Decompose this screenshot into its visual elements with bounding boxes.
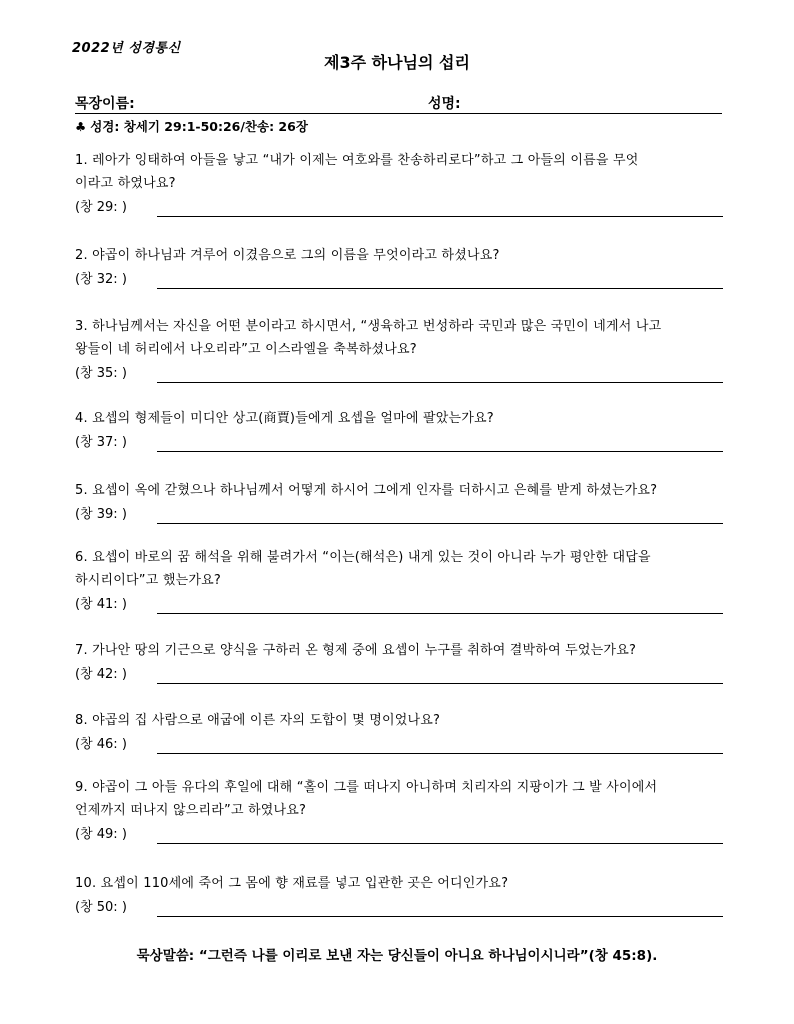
page-title: 제3주 하나님의 섭리	[324, 53, 470, 72]
answer-row	[75, 822, 723, 844]
chapter-reference: (창 39: )	[75, 507, 127, 522]
answer-line[interactable]	[157, 200, 723, 217]
chapter-reference: (창 37: )	[75, 435, 127, 450]
answer-row	[75, 430, 723, 452]
question-text	[75, 479, 723, 502]
club-suit-icon: ♣	[75, 119, 87, 134]
question-text	[75, 639, 723, 662]
question-number: 7.	[75, 643, 88, 658]
question-text	[75, 709, 723, 732]
question-text	[75, 244, 723, 267]
question-text	[75, 315, 723, 361]
answer-line[interactable]	[157, 827, 723, 844]
name-row	[75, 93, 722, 114]
scripture-reading	[75, 117, 308, 135]
question-line: 야곱이 하나님과 겨루어 이겼음으로 그의 이름을 무엇이라고 하셨나요?	[92, 248, 500, 263]
question-6	[75, 546, 723, 614]
answer-row	[75, 195, 723, 217]
answer-row	[75, 662, 723, 684]
answer-row	[75, 502, 723, 524]
question-line: 하나님께서는 자신을 어떤 분이라고 하시면서, “생육하고 번성하라 국민과 많은 국민이 네게서 나고	[92, 319, 662, 334]
answer-line[interactable]	[157, 737, 723, 754]
question-text	[75, 407, 723, 430]
answer-line[interactable]	[157, 597, 723, 614]
student-name-label: 성명:	[428, 96, 461, 112]
answer-row	[75, 732, 723, 754]
question-line: 요셉이 110세에 죽어 그 몸에 향 재료를 넣고 입관한 곳은 어디인가요?	[100, 876, 509, 891]
question-number: 8.	[75, 713, 88, 728]
question-7	[75, 639, 723, 684]
question-line: 요셉의 형제들이 미디안 상고(商賈)들에게 요셉을 얼마에 팔았는가요?	[92, 411, 494, 426]
question-1	[75, 149, 723, 217]
question-number: 6.	[75, 550, 88, 565]
question-line: 야곱이 그 아들 유다의 후일에 대해 “홀이 그를 떠나지 아니하며 치리자의 지팡이가 그 발 사이에서	[92, 780, 658, 795]
question-line: 하시리이다”고 했는가요?	[75, 573, 221, 588]
question-9	[75, 776, 723, 844]
answer-row	[75, 895, 723, 917]
question-number: 3.	[75, 319, 88, 334]
answer-line[interactable]	[157, 900, 723, 917]
question-text	[75, 776, 723, 822]
chapter-reference: (창 32: )	[75, 272, 127, 287]
answer-line[interactable]	[157, 507, 723, 524]
chapter-reference: (창 29: )	[75, 200, 127, 215]
question-number: 10.	[75, 876, 97, 891]
question-text	[75, 149, 723, 195]
question-line: 요셉이 옥에 갇혔으나 하나님께서 어떻게 하시어 그에게 인자를 더하시고 은혜를 받게 하셨는가요?	[92, 483, 658, 498]
question-4	[75, 407, 723, 452]
question-text	[75, 872, 723, 895]
leader-name-label: 목장이름:	[75, 96, 135, 112]
question-5	[75, 479, 723, 524]
chapter-reference: (창 50: )	[75, 900, 127, 915]
question-line: 가나안 땅의 기근으로 양식을 구하러 온 형제 중에 요셉이 누구를 취하여 결박하여 두었는가요?	[92, 643, 637, 658]
question-number: 1.	[75, 153, 88, 168]
question-3	[75, 315, 723, 383]
question-line: 언제까지 떠나지 않으리라”고 하였나요?	[75, 803, 307, 818]
answer-row	[75, 267, 723, 289]
question-number: 5.	[75, 483, 88, 498]
answer-line[interactable]	[157, 435, 723, 452]
chapter-reference: (창 46: )	[75, 737, 127, 752]
answer-row	[75, 592, 723, 614]
chapter-reference: (창 35: )	[75, 366, 127, 381]
question-10	[75, 872, 723, 917]
answer-line[interactable]	[157, 272, 723, 289]
question-number: 2.	[75, 248, 88, 263]
chapter-reference: (창 41: )	[75, 597, 127, 612]
chapter-reference: (창 49: )	[75, 827, 127, 842]
meditation-verse: 묵상말씀: “그런즉 나를 이리로 보낸 자는 당신들이 아니요 하나님이시니라”(창 45:8).	[136, 948, 658, 964]
header-note: 2022년 성경통신	[72, 41, 181, 56]
answer-row	[75, 361, 723, 383]
question-number: 9.	[75, 780, 88, 795]
question-line: 왕들이 네 허리에서 나오리라”고 이스라엘을 축복하셨나요?	[75, 342, 417, 357]
question-line: 야곱의 집 사람으로 애굽에 이른 자의 도합이 몇 명이었나요?	[92, 713, 441, 728]
question-2	[75, 244, 723, 289]
answer-line[interactable]	[157, 366, 723, 383]
question-8	[75, 709, 723, 754]
question-line: 요셉이 바로의 꿈 해석을 위해 불려가서 “이는(해석은) 내게 있는 것이 아니라 누가 평안한 대답을	[92, 550, 651, 565]
scripture-text: 성경: 창세기 29:1-50:26/찬송: 26장	[90, 119, 308, 134]
question-line: 이라고 하였나요?	[75, 176, 176, 191]
chapter-reference: (창 42: )	[75, 667, 127, 682]
question-line: 레아가 잉태하여 아들을 낳고 “내가 이제는 여호와를 찬송하리로다”하고 그 아들의 이름을 무엇	[92, 153, 639, 168]
question-text	[75, 546, 723, 592]
answer-line[interactable]	[157, 667, 723, 684]
question-number: 4.	[75, 411, 88, 426]
